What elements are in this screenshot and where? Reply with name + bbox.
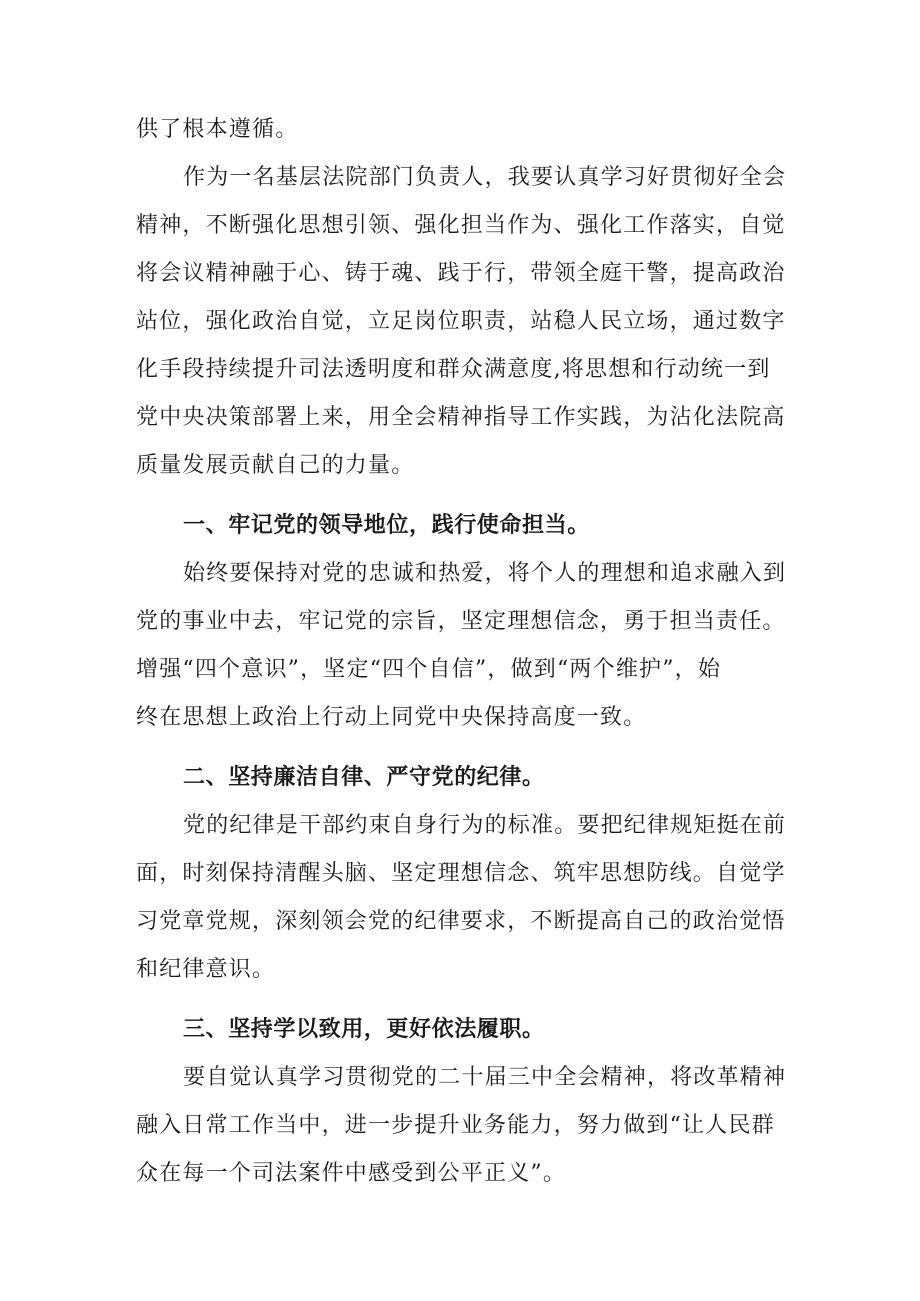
- text-line: 党的事业中去，牢记党的宗旨，坚定理想信念，勇于担当责任。: [136, 609, 786, 634]
- text-line: 党中央决策部署上来，用全会精神指导工作实践，为沾化法院高: [136, 405, 786, 430]
- paragraph-intro: [136, 154, 786, 490]
- text-line: 站位，强化政治自觉，立足岗位职责，站稳人民立场，通过数字: [136, 309, 786, 334]
- text-line: 质量发展贡献自己的力量。: [136, 453, 415, 478]
- text-line: 面，时刻保持清醒头脑、坚定理想信念、筑牢思想防线。自觉学: [136, 861, 786, 886]
- text-line: 供了根本遵循。: [136, 117, 299, 142]
- text-line: 党的纪律是干部约束自身行为的标准。要把纪律规矩挺在前: [183, 813, 787, 838]
- text-line: 要自觉认真学习贯彻党的二十届三中全会精神，将改革精神: [183, 1065, 787, 1090]
- section-heading-1: 一、牢记党的领导地位，践行使命担当。: [183, 513, 590, 538]
- text-line: 和纪律意识。: [136, 957, 276, 982]
- text-line: 精神，不断强化思想引领、强化担当作为、强化工作落实，自觉: [136, 213, 786, 238]
- text-line: 融入日常工作当中，进一步提升业务能力，努力做到“让人民群: [136, 1113, 775, 1138]
- text-line: 习党章党规，深刻领会党的纪律要求，不断提高自己的政治觉悟: [136, 909, 786, 934]
- text-line: 增强“四个意识”，坚定“四个自信”，做到“两个维护”，始: [136, 657, 722, 682]
- paragraph-section-1: [136, 550, 786, 742]
- text-line: 作为一名基层法院部门负责人，我要认真学习好贯彻好全会: [183, 165, 787, 190]
- text-line: 化手段持续提升司法透明度和群众满意度,将思想和行动统一到: [136, 357, 771, 382]
- paragraph-section-3: [136, 1054, 786, 1198]
- paragraph-continuation: [136, 106, 786, 154]
- text-line: 将会议精神融于心、铸于魂、践于行，带领全庭干警，提高政治: [136, 261, 786, 286]
- text-line: 终在思想上政治上行动上同党中央保持高度一致。: [136, 705, 647, 730]
- text-line: 始终要保持对党的忠诚和热爱，将个人的理想和追求融入到: [183, 561, 787, 586]
- section-heading-2: 二、坚持廉洁自律、严守党的纪律。: [183, 765, 545, 790]
- section-heading-3: 三、坚持学以致用，更好依法履职。: [183, 1017, 545, 1042]
- paragraph-section-2: [136, 802, 786, 994]
- document-body: [136, 106, 786, 1198]
- text-line: 众在每一个司法案件中感受到公平正义”。: [136, 1161, 567, 1186]
